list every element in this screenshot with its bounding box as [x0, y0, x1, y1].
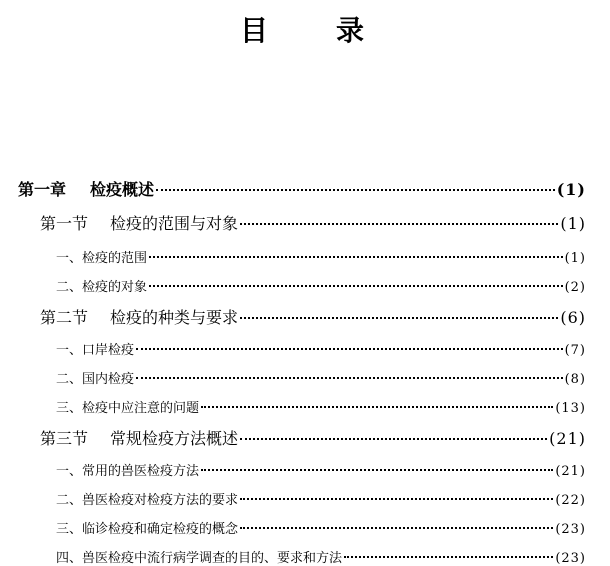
toc-section-2[interactable] — [0, 305, 610, 328]
toc-item[interactable] — [0, 518, 610, 537]
toc-label — [18, 177, 154, 200]
page-title — [0, 14, 610, 48]
toc-page-number: (21) — [555, 464, 586, 479]
toc-item[interactable] — [0, 368, 610, 387]
toc-item[interactable] — [0, 247, 610, 266]
toc-item[interactable] — [0, 460, 610, 479]
dot-leader — [149, 278, 563, 291]
toc-text: 二、国内检疫 — [56, 372, 135, 387]
toc-number: 第一节 — [40, 214, 89, 233]
dot-leader — [240, 491, 553, 504]
title-char-1: 目 — [240, 14, 269, 47]
dot-leader — [149, 249, 563, 262]
toc-page-number: (6) — [560, 308, 586, 327]
toc-text: 三、临诊检疫和确定检疫的概念 — [56, 522, 239, 537]
toc-page-number: (21) — [549, 429, 586, 448]
toc-text: 一、检疫的范围 — [56, 251, 148, 266]
toc-text: 一、常用的兽医检疫方法 — [56, 464, 200, 479]
dot-leader — [156, 179, 555, 195]
toc-page-number: (13) — [555, 401, 586, 416]
toc-label — [40, 426, 238, 449]
toc-section-1[interactable] — [0, 211, 610, 234]
toc-text: 检疫概述 — [90, 180, 155, 199]
toc-text: 二、检疫的对象 — [56, 280, 148, 295]
toc-text: 四、兽医检疫中流行病学调查的目的、要求和方法 — [56, 551, 343, 566]
toc-label — [40, 211, 238, 234]
dot-leader — [201, 399, 553, 412]
toc-page-number: (23) — [555, 551, 586, 566]
toc-label — [40, 305, 238, 328]
toc-item[interactable] — [0, 489, 610, 508]
toc-number: 第一章 — [18, 180, 67, 199]
toc-page-number: (1) — [556, 180, 586, 199]
toc-page-number: (1) — [564, 251, 586, 266]
toc-text: 检疫的范围与对象 — [110, 214, 239, 233]
toc-text: 检疫的种类与要求 — [110, 308, 239, 327]
toc-text: 三、检疫中应注意的问题 — [56, 401, 200, 416]
dot-leader — [136, 341, 563, 354]
dot-leader — [240, 520, 553, 533]
dot-leader — [136, 370, 563, 383]
dot-leader — [344, 549, 553, 562]
toc-page-number: (22) — [555, 493, 586, 508]
dot-leader — [240, 213, 558, 229]
toc-text: 常规检疫方法概述 — [110, 429, 239, 448]
dot-leader — [240, 428, 547, 444]
toc-page-number: (1) — [560, 214, 586, 233]
toc-chapter-1[interactable] — [0, 177, 610, 200]
toc-page-number: (8) — [564, 372, 586, 387]
toc-page-number: (7) — [564, 343, 586, 358]
toc-item[interactable] — [0, 547, 610, 566]
toc-page-number: (2) — [564, 280, 586, 295]
toc-text: 二、兽医检疫对检疫方法的要求 — [56, 493, 239, 508]
toc-section-3[interactable] — [0, 426, 610, 449]
toc-number: 第三节 — [40, 429, 89, 448]
toc-item[interactable] — [0, 397, 610, 416]
toc-number: 第二节 — [40, 308, 89, 327]
toc-item[interactable] — [0, 339, 610, 358]
toc-text: 一、口岸检疫 — [56, 343, 135, 358]
title-char-2: 录 — [336, 14, 365, 47]
dot-leader — [201, 462, 553, 475]
toc-page-number: (23) — [555, 522, 586, 537]
dot-leader — [240, 307, 558, 323]
toc-item[interactable] — [0, 276, 610, 295]
